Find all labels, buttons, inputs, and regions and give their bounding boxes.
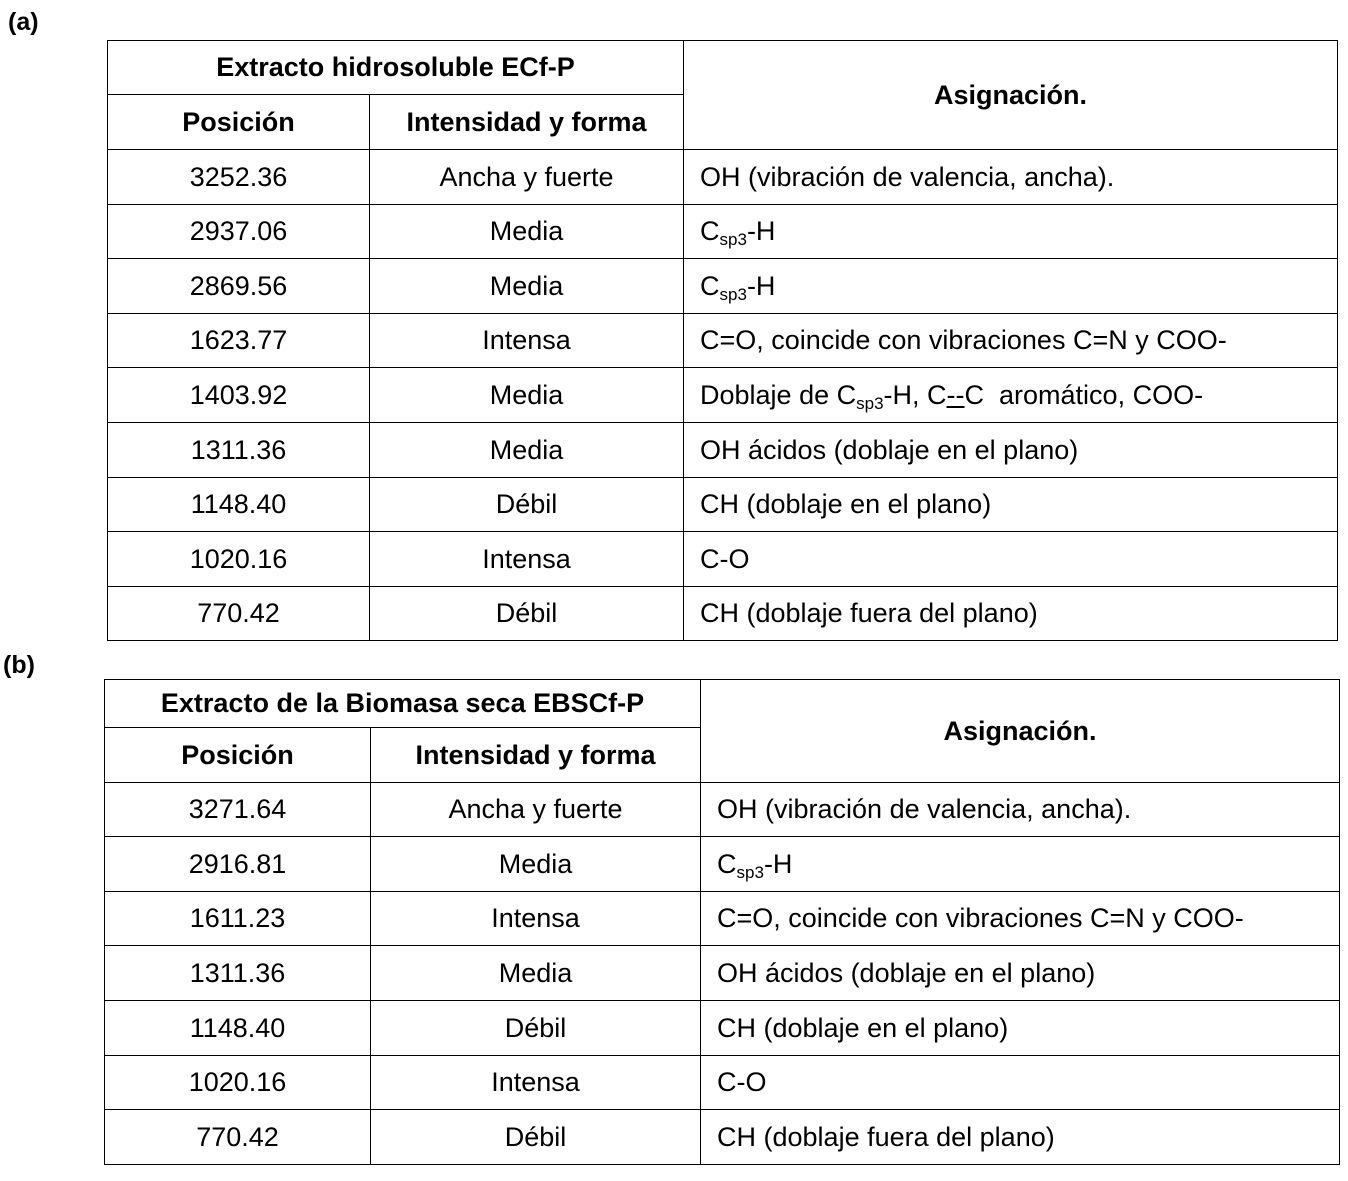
cell-assignment: $C_{sp3}-H$ — [684, 205, 1338, 259]
cell-assignment: OH ácidos (doblaje en el plano) — [701, 946, 1340, 1001]
cell-assignment: OH (vibración de valencia, ancha). — [684, 150, 1338, 205]
panel-label-b: (b) — [3, 651, 35, 679]
cell-assignment: CH (doblaje fuera del plano) — [684, 587, 1338, 641]
cell-assignment: CH (doblaje en el plano) — [701, 1001, 1340, 1056]
table-row — [108, 532, 1338, 587]
cell-position: 1623.77 — [108, 314, 370, 368]
cell-assignment: $C_{sp3}-H$ — [701, 837, 1340, 892]
cell-assignment: OH ácidos (doblaje en el plano) — [684, 423, 1338, 478]
cell-assignment: Doblaje de $C_{sp3}-H$, C--C aromático, COO- — [684, 368, 1338, 423]
cell-position: 2869.56 — [108, 259, 370, 314]
cell-intensity: Media — [370, 423, 684, 478]
cell-intensity: Ancha y fuerte — [370, 150, 684, 205]
cell-position: 1020.16 — [105, 1056, 371, 1110]
table-row — [108, 368, 1338, 423]
col-header-position: Posición — [105, 728, 371, 783]
col-header-intensity: Intensidad y forma — [371, 728, 701, 783]
cell-position: 2916.81 — [105, 837, 371, 892]
table-row — [105, 892, 1340, 946]
cell-intensity: Intensa — [370, 314, 684, 368]
table-row — [108, 259, 1338, 314]
cell-position: 3271.64 — [105, 783, 371, 837]
table-row — [105, 1001, 1340, 1056]
cell-intensity: Débil — [371, 1110, 701, 1165]
panel-label-a: (a) — [8, 8, 39, 36]
cell-intensity: Intensa — [371, 1056, 701, 1110]
cell-intensity: Débil — [370, 478, 684, 532]
table-row — [105, 1056, 1340, 1110]
table-row — [108, 205, 1338, 259]
cell-intensity: Media — [371, 837, 701, 892]
table-row — [108, 150, 1338, 205]
cell-position: 1311.36 — [105, 946, 371, 1001]
table-row — [105, 946, 1340, 1001]
cell-intensity: Media — [370, 368, 684, 423]
cell-intensity: Media — [370, 259, 684, 314]
cell-assignment: CH (doblaje fuera del plano) — [701, 1110, 1340, 1165]
cell-position: 1611.23 — [105, 892, 371, 946]
cell-intensity: Débil — [370, 587, 684, 641]
cell-position: 1403.92 — [108, 368, 370, 423]
cell-position: 1311.36 — [108, 423, 370, 478]
cell-assignment: C-O — [684, 532, 1338, 587]
col-header-intensity: Intensidad y forma — [370, 95, 684, 150]
table-row — [105, 837, 1340, 892]
table-row — [105, 1110, 1340, 1165]
cell-position: 770.42 — [108, 587, 370, 641]
table-row — [105, 783, 1340, 837]
cell-intensity: Intensa — [371, 892, 701, 946]
cell-intensity: Débil — [371, 1001, 701, 1056]
cell-assignment: C-O — [701, 1056, 1340, 1110]
table-a — [107, 40, 1338, 641]
table-row — [108, 423, 1338, 478]
col-header-assignment: Asignación. — [684, 41, 1338, 150]
cell-intensity: Media — [371, 946, 701, 1001]
cell-position: 2937.06 — [108, 205, 370, 259]
cell-assignment: CH (doblaje en el plano) — [684, 478, 1338, 532]
cell-position: 1020.16 — [108, 532, 370, 587]
cell-position: 3252.36 — [108, 150, 370, 205]
cell-assignment: C=O, coincide con vibraciones C=N y COO- — [684, 314, 1338, 368]
col-header-position: Posición — [108, 95, 370, 150]
cell-position: 1148.40 — [108, 478, 370, 532]
cell-intensity: Ancha y fuerte — [371, 783, 701, 837]
group-header: Extracto de la Biomasa seca EBSCf-P — [105, 680, 701, 728]
cell-position: 1148.40 — [105, 1001, 371, 1056]
col-header-assignment: Asignación. — [701, 680, 1340, 783]
table-row — [108, 587, 1338, 641]
cell-intensity: Intensa — [370, 532, 684, 587]
cell-assignment: C=O, coincide con vibraciones C=N y COO- — [701, 892, 1340, 946]
table-b — [104, 679, 1340, 1165]
table-row — [108, 478, 1338, 532]
cell-position: 770.42 — [105, 1110, 371, 1165]
table-row — [108, 314, 1338, 368]
cell-assignment: OH (vibración de valencia, ancha). — [701, 783, 1340, 837]
cell-intensity: Media — [370, 205, 684, 259]
cell-assignment: $C_{sp3}-H$ — [684, 259, 1338, 314]
group-header: Extracto hidrosoluble ECf-P — [108, 41, 684, 95]
